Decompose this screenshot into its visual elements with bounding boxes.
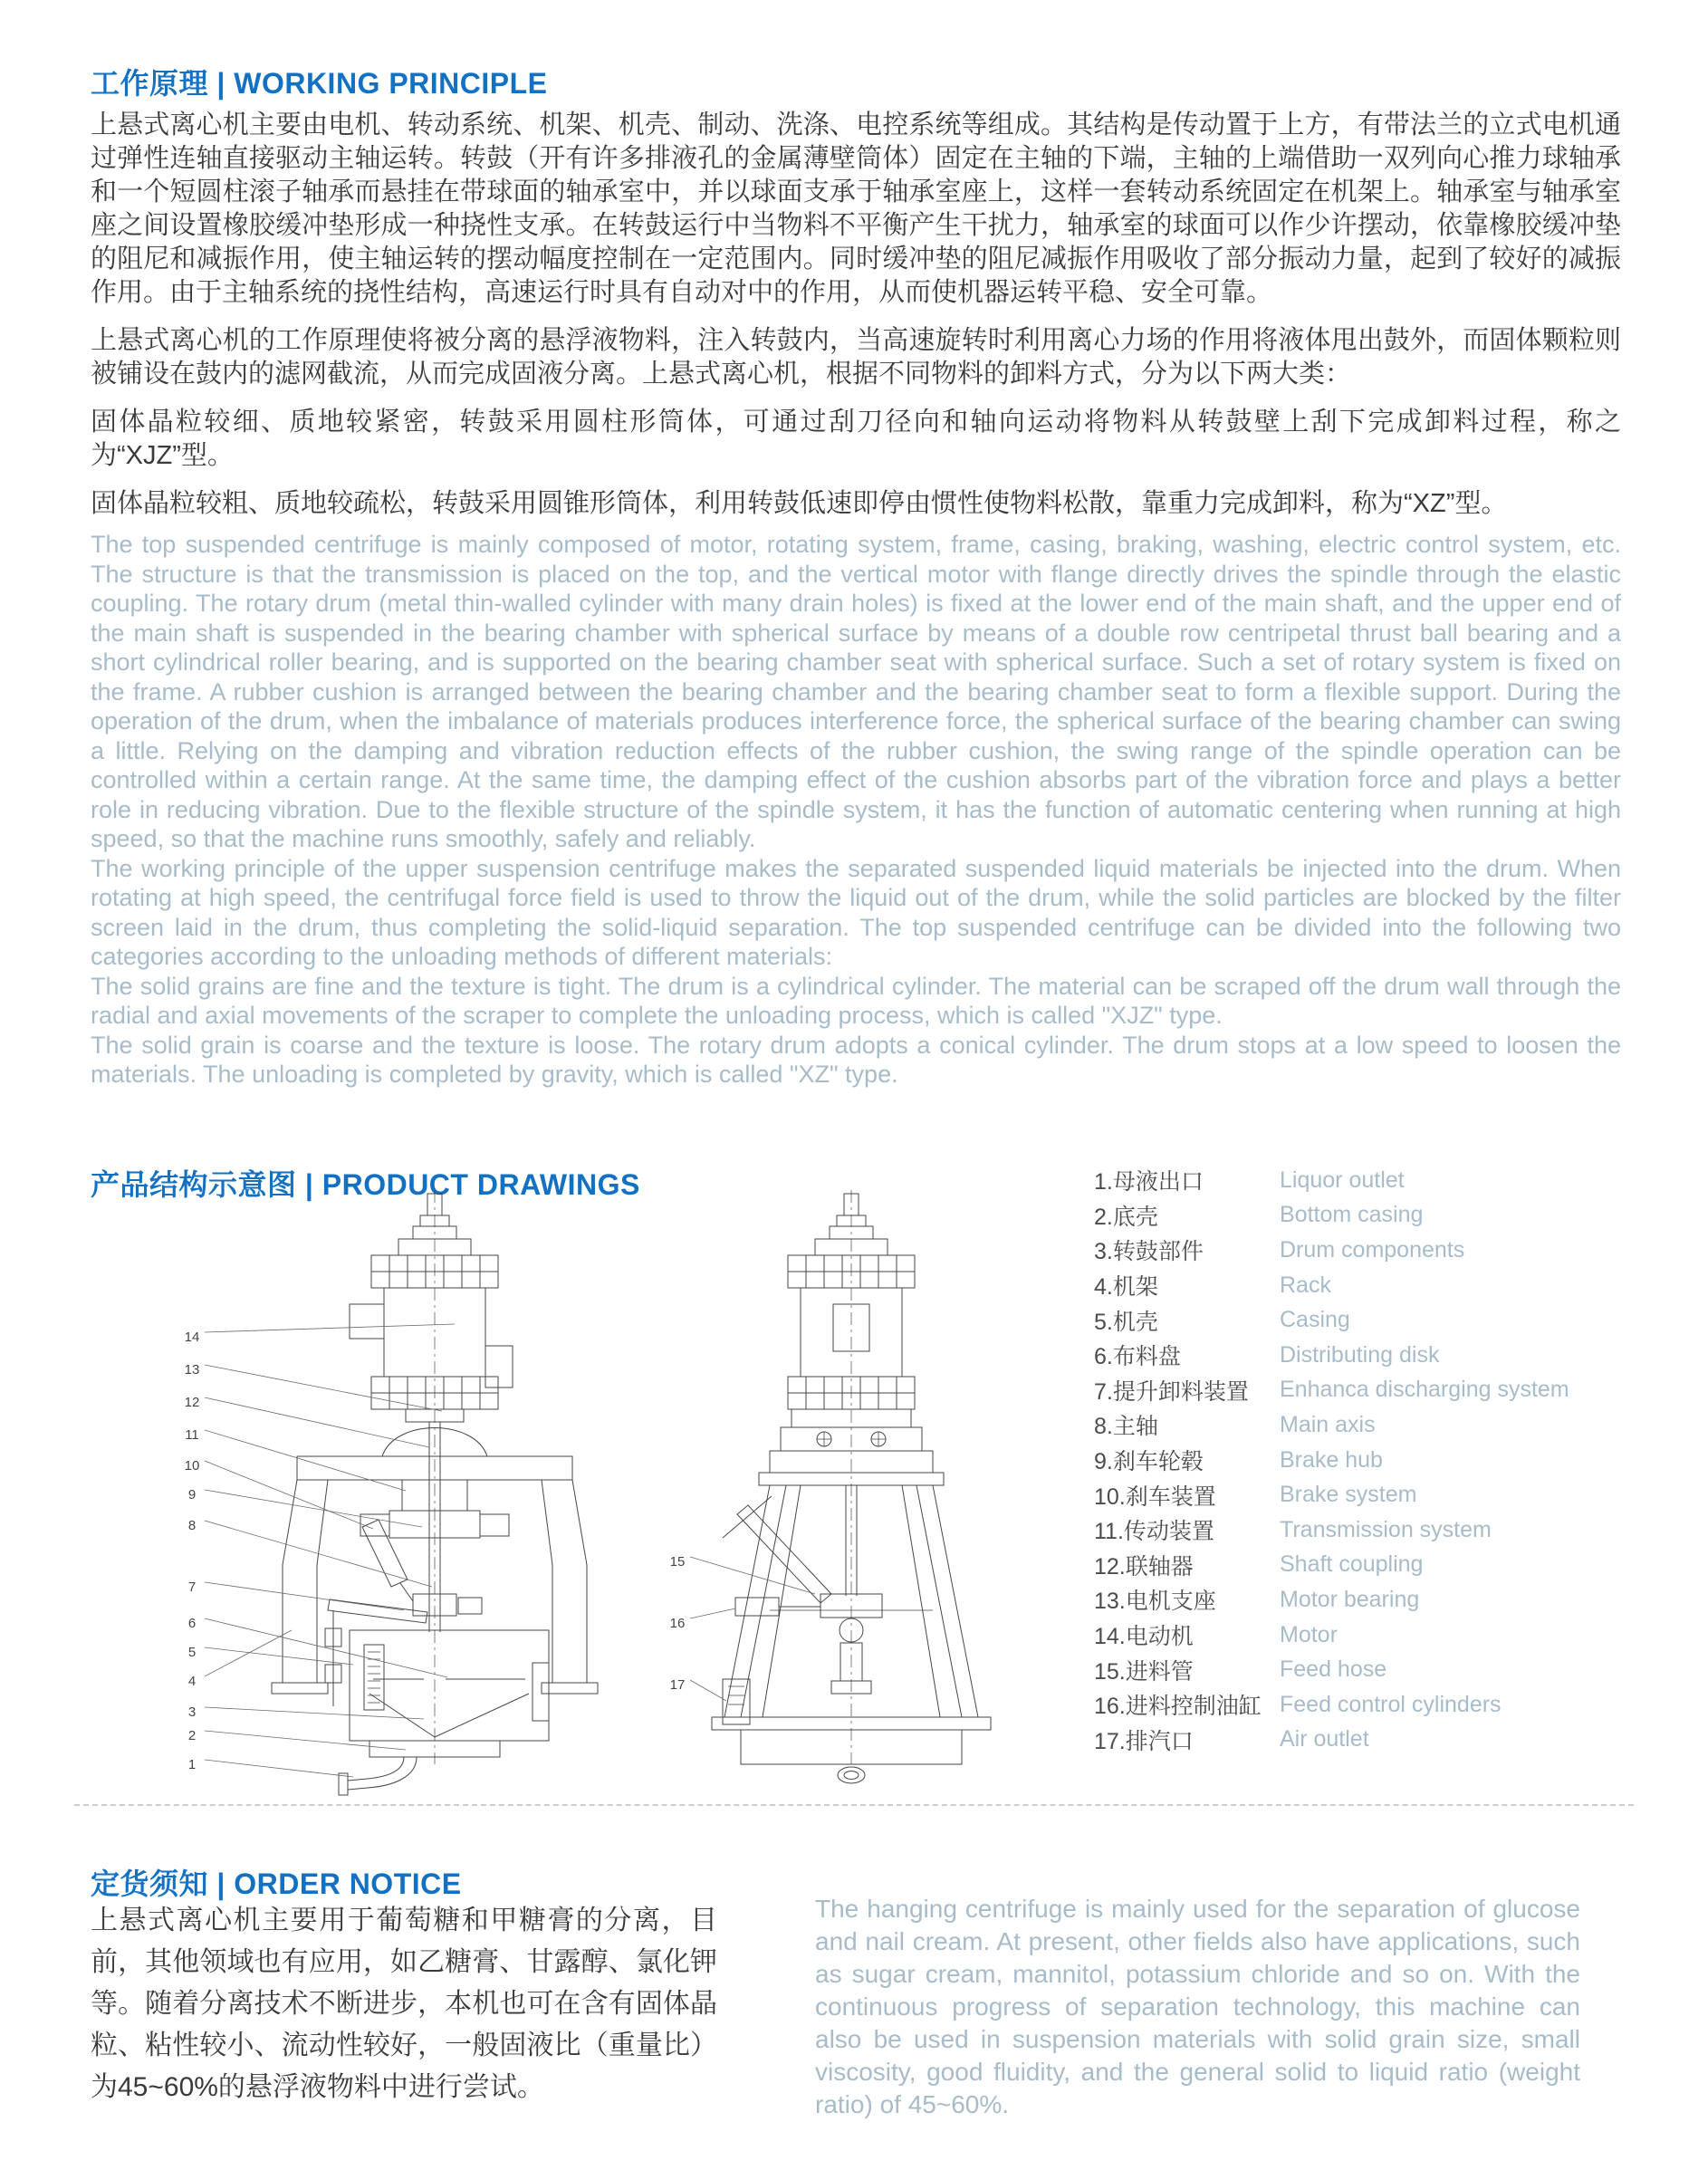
callout-label: 12	[184, 1395, 200, 1410]
callout-label: 5	[187, 1645, 197, 1660]
part-number-zh: 2.底壳	[1094, 1204, 1158, 1230]
part-name-en: Rack	[1280, 1272, 1331, 1298]
centrifuge-section-drawing	[272, 1190, 598, 1795]
callout-label: 8	[187, 1518, 197, 1533]
part-number-zh: 8.主轴	[1094, 1414, 1158, 1440]
centrifuge-outline-drawing	[712, 1190, 991, 1783]
part-number-zh: 17.排汽口	[1094, 1728, 1194, 1754]
callout-label: 6	[187, 1616, 197, 1631]
working-principle-title: 工作原理 | WORKING PRINCIPLE	[91, 66, 548, 100]
en-paragraph: The working principle of the upper suspension centrifuge makes the separated suspended liquid materials be injected into the drum. When rotating at high speed, the centrifugal force field is used to throw the liquid out of the drum, while the solid particles are blocked by the filter screen laid in the drum, thus completing the solid-liquid separation. The top suspended centrifuge can be divided into the following two categories according to the unloading methods of different materials:	[91, 854, 1621, 970]
part-name-en: Transmission system	[1280, 1516, 1492, 1542]
part-name-en: Liquor outlet	[1280, 1167, 1405, 1193]
callout-label: 16	[669, 1616, 686, 1631]
part-number-zh: 5.机壳	[1094, 1309, 1158, 1335]
zh-paragraph: 上悬式离心机的工作原理使将被分离的悬浮液物料，注入转鼓内，当高速旋转时利用离心力场的作用将液体甩出鼓外，而固体颗粒则被铺设在鼓内的滤网截流，从而完成固液分离。上悬式离心机，根据不同物料的卸料方式，分为以下两大类：	[91, 326, 1621, 389]
callout-label: 4	[187, 1674, 197, 1689]
part-number-zh: 7.提升卸料装置	[1094, 1378, 1249, 1405]
part-name-en: Brake hub	[1280, 1446, 1383, 1473]
part-number-zh: 15.进料管	[1094, 1658, 1194, 1685]
part-name-en: Distributing disk	[1280, 1341, 1440, 1368]
part-row	[1094, 1268, 1624, 1303]
order-notice-zh-text: 上悬式离心机主要用于葡萄糖和甲糖膏的分离，目前，其他领域也有应用，如乙糖膏、甘露醇、氯化钾等。随着分离技术不断进步，本机也可在含有固体晶粒、粘性较小、流动性较好，一般固液比（重量比）为45~60%的悬浮液物料中进行尝试。	[91, 1906, 717, 2102]
part-row	[1094, 1512, 1624, 1548]
part-number-zh: 16.进料控制油缸	[1094, 1694, 1262, 1720]
part-row	[1094, 1477, 1624, 1512]
part-number-zh: 6.布料盘	[1094, 1344, 1181, 1370]
callout-label: 15	[669, 1554, 686, 1570]
callout-label: 17	[669, 1677, 686, 1693]
en-paragraph: The top suspended centrifuge is mainly composed of motor, rotating system, frame, casing, braking, washing, electric control system, etc. The structure is that the transmission is placed on the top, and the vertical motor with flange directly drives the spindle through the elastic coupling. The rotary drum (metal thin-walled cylinder with many drain holes) is fixed at the lower end of the main shaft, and the upper end of the main shaft is suspended in the bearing chamber with spherical surface by means of a double row centripetal thrust ball bearing and a short cylindrical roller bearing, and is supported on the bearing chamber seat with spherical surface. Such a set of rotary system is fixed on the frame. A rubber cushion is arranged between the bearing chamber and the bearing chamber seat to form a flexible support. During the operation of the drum, when the imbalance of materials produces interference force, the spherical surface of the bearing chamber can swing a little. Relying on the damping and vibration reduction effects of the rubber cushion, the swing range of the spindle operation can be controlled within a certain range. At the same time, the damping effect of the cushion absorbs part of the vibration force and plays a better role in reducing vibration. Due to the flexible structure of the spindle system, it has the function of automatic centering when running at high speed, so that the machine runs smoothly, safely and reliably.	[91, 531, 1621, 852]
part-name-en: Main axis	[1280, 1411, 1376, 1437]
part-row	[1094, 1163, 1624, 1198]
callout-labels-left	[185, 1330, 200, 1772]
product-drawings-title: 产品结构示意图 | PRODUCT DRAWINGS	[91, 1167, 640, 1201]
part-row	[1094, 1687, 1624, 1723]
part-name-en: Motor	[1280, 1621, 1338, 1647]
part-name-en: Drum components	[1280, 1236, 1465, 1263]
part-row	[1094, 1443, 1624, 1478]
part-name-en: Air outlet	[1280, 1726, 1369, 1752]
part-number-zh: 13.电机支座	[1094, 1589, 1216, 1615]
order-notice-en-text: The hanging centrifuge is mainly used for the separation of glucose and nail cream. At present, other fields also have applications, such as sugar cream, mannitol, potassium chloride and so on. With the continuous progress of separation technology, this machine can also be used in suspension materials with solid grain size, small viscosity, good fluidity, and the general solid to liquid ratio (weight ratio) of 45~60%.	[815, 1895, 1580, 2118]
callout-leader-lines	[205, 1324, 455, 1777]
part-row	[1094, 1652, 1624, 1687]
part-row	[1094, 1548, 1624, 1583]
part-name-en: Brake system	[1280, 1482, 1417, 1508]
part-name-en: Casing	[1280, 1307, 1350, 1333]
callout-label: 10	[184, 1458, 200, 1474]
part-row	[1094, 1407, 1624, 1443]
en-paragraph: The solid grains are fine and the texture is tight. The drum is a cylindrical cylinder. The material can be scraped off the drum wall through the radial and axial movements of the scraper to complete the unloading process, which is called "XJZ" type.	[91, 972, 1621, 1029]
parts-legend	[1094, 1163, 1624, 1757]
en-paragraph: The solid grain is coarse and the texture is loose. The rotary drum adopts a conical cylinder. The drum stops at a low speed to loosen the materials. The unloading is completed by gravity, which is called "XZ" type.	[91, 1031, 1621, 1088]
part-number-zh: 1.母液出口	[1094, 1169, 1204, 1195]
callout-label: 14	[184, 1330, 200, 1345]
part-row	[1094, 1373, 1624, 1408]
working-principle-en-text	[91, 530, 1621, 1090]
order-notice-title: 定货须知 | ORDER NOTICE	[91, 1867, 462, 1900]
part-row	[1094, 1582, 1624, 1618]
part-number-zh: 11.传动装置	[1094, 1519, 1214, 1545]
zh-paragraph: 上悬式离心机主要由电机、转动系统、机架、机壳、制动、洗涤、电控系统等组成。其结构是传动置于上方，有带法兰的立式电机通过弹性连轴直接驱动主轴运转。转鼓（开有许多排液孔的金属薄壁筒体）固定在主轴的下端，主轴的上端借助一双列向心推力球轴承和一个短圆柱滚子轴承而悬挂在带球面的轴承室中，并以球面支承于轴承室座上，这样一套转动系统固定在机架上。轴承室与轴承室座之间设置橡胶缓冲垫形成一种挠性支承。在转鼓运行中当物料不平衡产生干扰力，轴承室的球面可以作少许摆动，依靠橡胶缓冲垫的阻尼和减振作用，使主轴运转的摆动幅度控制在一定范围内。同时缓冲垫的阻尼减振作用吸收了部分振动力量，起到了较好的减振作用。由于主轴系统的挠性结构，高速运行时具有自动对中的作用，从而使机器运转平稳、安全可靠。	[91, 110, 1621, 307]
part-number-zh: 14.电动机	[1094, 1624, 1194, 1650]
part-row	[1094, 1723, 1624, 1758]
part-number-zh: 10.刹车装置	[1094, 1483, 1216, 1510]
callout-label: 11	[185, 1427, 199, 1443]
callout-label: 3	[187, 1704, 197, 1720]
callout-labels-right	[670, 1554, 686, 1693]
part-number-zh: 9.刹车轮毂	[1094, 1449, 1204, 1475]
callout-label: 2	[187, 1728, 197, 1743]
part-row	[1094, 1233, 1624, 1268]
part-row	[1094, 1198, 1624, 1234]
callout-leader-lines	[690, 1557, 815, 1701]
part-name-en: Feed hose	[1280, 1656, 1387, 1683]
part-name-en: Shaft coupling	[1280, 1551, 1424, 1578]
callout-label: 13	[184, 1362, 200, 1378]
part-number-zh: 12.联轴器	[1094, 1553, 1194, 1579]
part-number-zh: 3.转鼓部件	[1094, 1239, 1204, 1265]
part-row	[1094, 1302, 1624, 1338]
part-name-en: Feed control cylinders	[1280, 1691, 1502, 1717]
product-drawings-figure	[136, 1177, 1078, 1802]
part-name-en: Bottom casing	[1280, 1202, 1424, 1228]
callout-label: 9	[187, 1487, 197, 1503]
callout-label: 7	[187, 1579, 197, 1595]
working-principle-zh-text	[91, 109, 1621, 535]
zh-paragraph: 固体晶粒较粗、质地较疏松，转鼓采用圆锥形筒体，利用转鼓低速即停由惯性使物料松散，靠重力完成卸料，称为“XZ”型。	[91, 489, 1508, 518]
part-number-zh: 4.机架	[1094, 1274, 1158, 1301]
part-name-en: Enhanca discharging system	[1280, 1377, 1569, 1403]
dashed-section-divider	[74, 1804, 1634, 1806]
zh-paragraph: 固体晶粒较细、质地较紧密，转鼓采用圆柱形筒体，可通过刮刀径向和轴向运动将物料从转鼓壁上刮下完成卸料过程，称之为“XJZ”型。	[91, 408, 1621, 470]
part-name-en: Motor bearing	[1280, 1586, 1420, 1612]
part-row	[1094, 1618, 1624, 1653]
part-row	[1094, 1338, 1624, 1373]
callout-label: 1	[187, 1757, 197, 1772]
